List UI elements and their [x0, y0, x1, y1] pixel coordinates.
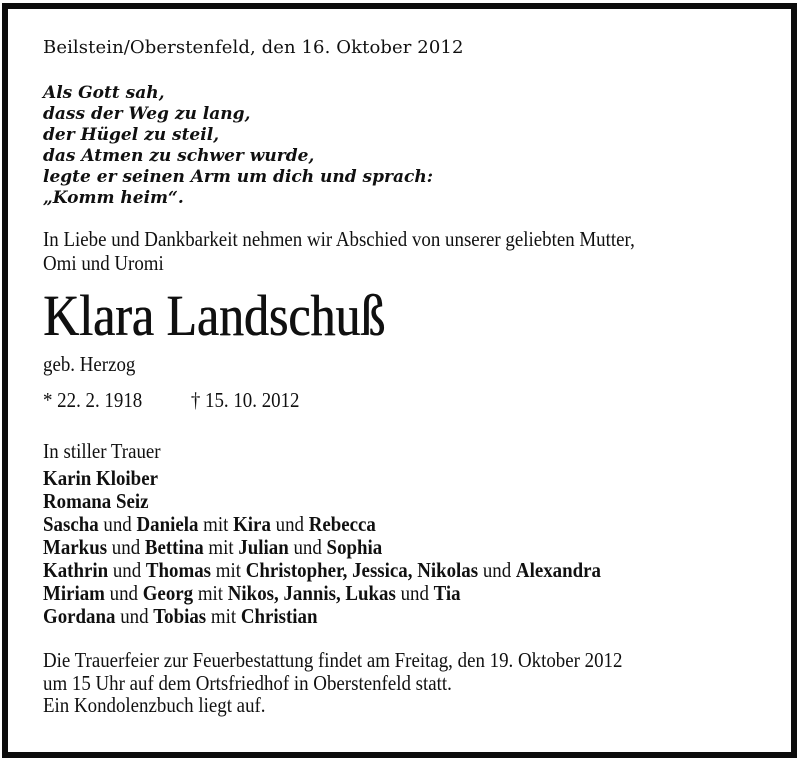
- text-line: Omi und Uromi: [43, 250, 164, 275]
- maiden-name: geb. Herzog: [43, 352, 136, 376]
- text-line: [43, 559, 601, 582]
- mourner-name: Kathrin: [43, 558, 109, 582]
- dateline: Beilstein/Oberstenfeld, den 16. Oktober 2012: [43, 37, 464, 58]
- text-line: um 15 Uhr auf dem Ortsfriedhof in Oberstenfeld statt.: [43, 670, 452, 695]
- mourner-name: Sascha: [43, 512, 99, 536]
- deceased-name: Klara Landschuß: [43, 283, 386, 348]
- text-line: legte er seinen Arm um dich und sprach:: [43, 167, 433, 187]
- text-line: Ein Kondolenzbuch liegt auf.: [43, 693, 266, 717]
- life-dates: [43, 388, 300, 413]
- connector-word: und: [478, 558, 516, 582]
- mourner-name: Miriam: [43, 581, 105, 605]
- connector-word: und: [115, 604, 154, 628]
- connector-word: und: [288, 535, 327, 559]
- connector-word: mit: [198, 512, 234, 536]
- text-line: [43, 490, 601, 513]
- connector-word: mit: [211, 558, 246, 582]
- text-line: [43, 605, 601, 628]
- mourner-name: Markus: [43, 535, 108, 559]
- mourner-name: Kira: [233, 512, 271, 536]
- text-line: das Atmen zu schwer wurde,: [43, 146, 315, 166]
- mourner-name: Christopher, Jessica, Nikolas: [245, 558, 479, 582]
- memorial-poem: [43, 83, 433, 209]
- text-line: „Komm heim“.: [43, 188, 184, 208]
- mourner-name: Tobias: [153, 604, 207, 628]
- funeral-info: [43, 649, 622, 717]
- text-line: [43, 536, 601, 559]
- connector-word: und: [98, 512, 137, 536]
- mourner-name: Daniela: [136, 512, 199, 536]
- text-line: [43, 467, 601, 490]
- connector-word: und: [395, 581, 434, 605]
- mourner-name: Christian: [240, 604, 318, 628]
- mourner-name: Romana Seiz: [43, 489, 149, 513]
- mourner-name: Thomas: [145, 558, 212, 582]
- mourner-name: Gordana: [43, 604, 116, 628]
- mourning-label: In stiller Trauer: [43, 439, 161, 463]
- connector-word: und: [104, 581, 143, 605]
- connector-word: und: [108, 558, 146, 582]
- birth-date: * 22. 2. 1918: [43, 388, 143, 412]
- connector-word: und: [107, 535, 145, 559]
- mourner-name: Georg: [142, 581, 194, 605]
- text-line: [43, 513, 601, 536]
- text-line: In Liebe und Dankbarkeit nehmen wir Abschied von unserer geliebten Mutter,: [43, 227, 635, 251]
- connector-word: mit: [203, 535, 239, 559]
- mourner-name: Rebecca: [308, 512, 376, 536]
- mourner-name: Nikos, Jannis, Lukas: [227, 581, 396, 605]
- intro-text: [43, 228, 635, 275]
- mourner-name: Sophia: [326, 535, 383, 559]
- connector-word: und: [270, 512, 309, 536]
- text-line: Die Trauerfeier zur Feuerbestattung findet am Freitag, den 19. Oktober 2012: [43, 648, 623, 672]
- mourners-list: [43, 467, 601, 628]
- mourner-name: Julian: [238, 535, 289, 559]
- text-line: [43, 582, 601, 605]
- text-line: der Hügel zu steil,: [43, 125, 220, 145]
- mourner-name: Alexandra: [515, 558, 601, 582]
- text-line: dass der Weg zu lang,: [43, 104, 251, 124]
- death-date: † 15. 10. 2012: [190, 388, 300, 412]
- mourner-name: Tia: [433, 581, 461, 605]
- text-line: Als Gott sah,: [43, 83, 165, 103]
- mourner-name: Karin Kloiber: [43, 466, 158, 490]
- connector-word: mit: [206, 604, 241, 628]
- mourner-name: Bettina: [144, 535, 204, 559]
- connector-word: mit: [193, 581, 228, 605]
